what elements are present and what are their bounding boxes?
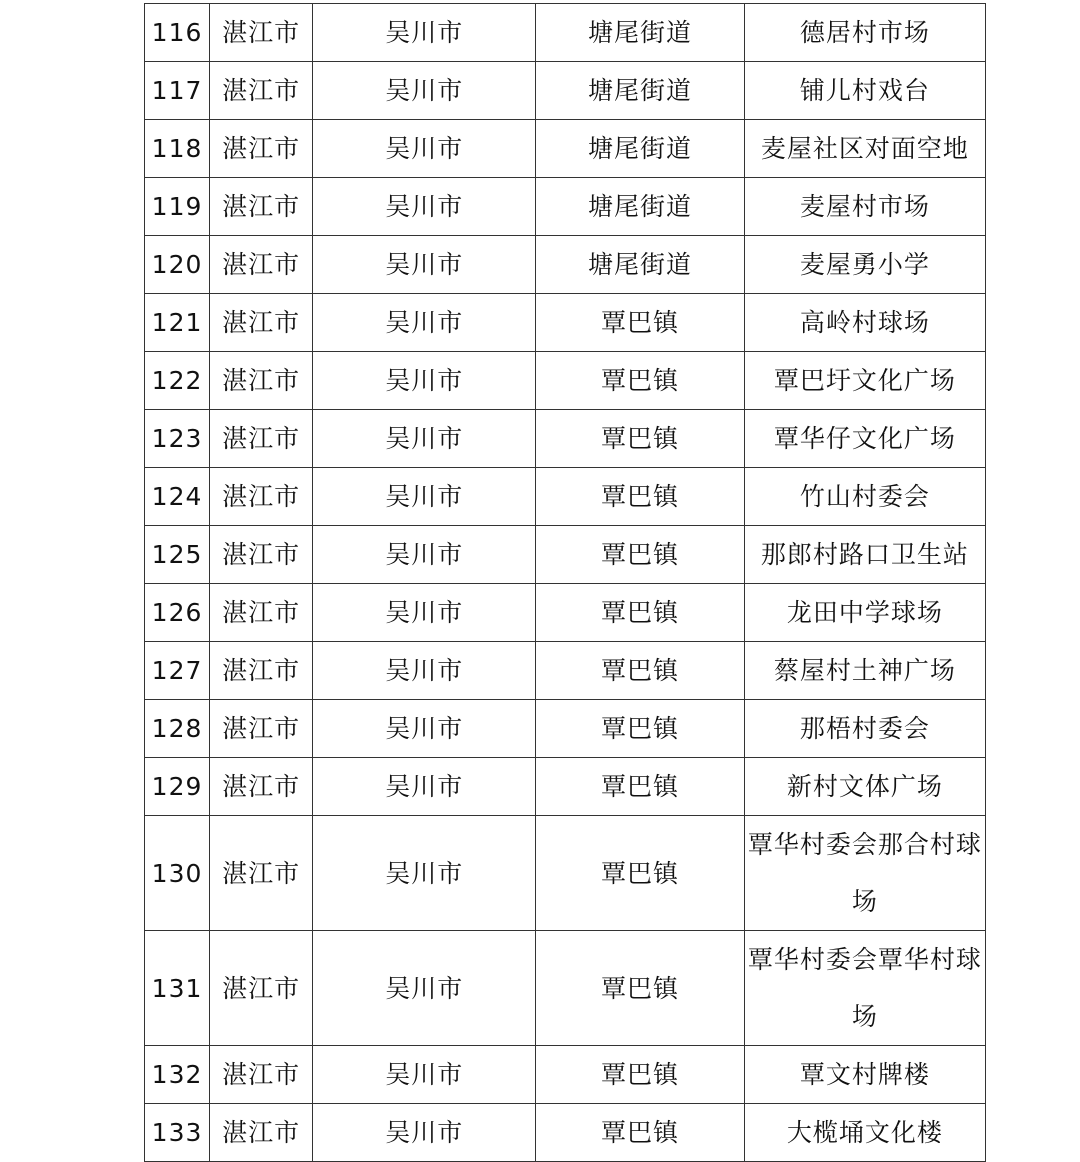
place-cell: 麦屋社区对面空地 xyxy=(744,120,985,178)
city-cell: 湛江市 xyxy=(210,1046,313,1104)
city-cell: 湛江市 xyxy=(210,931,313,1046)
place-cell: 铺儿村戏台 xyxy=(744,62,985,120)
place-cell: 蔡屋村土神广场 xyxy=(744,642,985,700)
table-row xyxy=(145,584,986,642)
town-cell: 覃巴镇 xyxy=(536,931,744,1046)
row-index-cell: 120 xyxy=(145,236,210,294)
place-cell: 竹山村委会 xyxy=(744,468,985,526)
town-cell: 塘尾街道 xyxy=(536,120,744,178)
city-cell: 湛江市 xyxy=(210,178,313,236)
table-row xyxy=(145,1046,986,1104)
city-cell: 湛江市 xyxy=(210,758,313,816)
place-cell: 覃华村委会那合村球场 xyxy=(744,816,985,931)
place-cell: 龙田中学球场 xyxy=(744,584,985,642)
row-index-cell: 116 xyxy=(145,4,210,62)
table-row xyxy=(145,816,986,931)
county-cell: 吴川市 xyxy=(313,1046,536,1104)
town-cell: 覃巴镇 xyxy=(536,816,744,931)
county-cell: 吴川市 xyxy=(313,62,536,120)
row-index-cell: 125 xyxy=(145,526,210,584)
town-cell: 覃巴镇 xyxy=(536,352,744,410)
city-cell: 湛江市 xyxy=(210,236,313,294)
place-cell: 那梧村委会 xyxy=(744,700,985,758)
town-cell: 覃巴镇 xyxy=(536,526,744,584)
row-index-cell: 124 xyxy=(145,468,210,526)
county-cell: 吴川市 xyxy=(313,931,536,1046)
row-index-cell: 131 xyxy=(145,931,210,1046)
table-row xyxy=(145,410,986,468)
place-cell: 麦屋村市场 xyxy=(744,178,985,236)
table-row xyxy=(145,62,986,120)
town-cell: 覃巴镇 xyxy=(536,1046,744,1104)
place-cell: 覃华村委会覃华村球场 xyxy=(744,931,985,1046)
county-cell: 吴川市 xyxy=(313,526,536,584)
table-row xyxy=(145,120,986,178)
city-cell: 湛江市 xyxy=(210,700,313,758)
county-cell: 吴川市 xyxy=(313,758,536,816)
row-index-cell: 133 xyxy=(145,1104,210,1162)
county-cell: 吴川市 xyxy=(313,410,536,468)
city-cell: 湛江市 xyxy=(210,410,313,468)
table-body xyxy=(145,4,986,1162)
city-cell: 湛江市 xyxy=(210,584,313,642)
row-index-cell: 118 xyxy=(145,120,210,178)
city-cell: 湛江市 xyxy=(210,816,313,931)
row-index-cell: 128 xyxy=(145,700,210,758)
place-cell: 大榄埇文化楼 xyxy=(744,1104,985,1162)
city-cell: 湛江市 xyxy=(210,294,313,352)
county-cell: 吴川市 xyxy=(313,468,536,526)
place-cell: 覃巴圩文化广场 xyxy=(744,352,985,410)
table-row xyxy=(145,178,986,236)
table-row xyxy=(145,931,986,1046)
city-cell: 湛江市 xyxy=(210,642,313,700)
county-cell: 吴川市 xyxy=(313,4,536,62)
county-cell: 吴川市 xyxy=(313,1104,536,1162)
row-index-cell: 117 xyxy=(145,62,210,120)
county-cell: 吴川市 xyxy=(313,352,536,410)
row-index-cell: 123 xyxy=(145,410,210,468)
table-row xyxy=(145,526,986,584)
table-row xyxy=(145,236,986,294)
place-cell: 新村文体广场 xyxy=(744,758,985,816)
city-cell: 湛江市 xyxy=(210,62,313,120)
place-cell: 麦屋勇小学 xyxy=(744,236,985,294)
town-cell: 覃巴镇 xyxy=(536,584,744,642)
table-row xyxy=(145,352,986,410)
town-cell: 塘尾街道 xyxy=(536,4,744,62)
town-cell: 塘尾街道 xyxy=(536,178,744,236)
county-cell: 吴川市 xyxy=(313,236,536,294)
county-cell: 吴川市 xyxy=(313,642,536,700)
table-row xyxy=(145,468,986,526)
row-index-cell: 132 xyxy=(145,1046,210,1104)
table-row xyxy=(145,4,986,62)
table-row xyxy=(145,642,986,700)
city-cell: 湛江市 xyxy=(210,1104,313,1162)
row-index-cell: 126 xyxy=(145,584,210,642)
row-index-cell: 130 xyxy=(145,816,210,931)
town-cell: 覃巴镇 xyxy=(536,758,744,816)
county-cell: 吴川市 xyxy=(313,584,536,642)
county-cell: 吴川市 xyxy=(313,294,536,352)
table-row xyxy=(145,1104,986,1162)
town-cell: 覃巴镇 xyxy=(536,1104,744,1162)
county-cell: 吴川市 xyxy=(313,816,536,931)
town-cell: 覃巴镇 xyxy=(536,468,744,526)
town-cell: 塘尾街道 xyxy=(536,62,744,120)
town-cell: 覃巴镇 xyxy=(536,294,744,352)
county-cell: 吴川市 xyxy=(313,120,536,178)
table-row xyxy=(145,294,986,352)
city-cell: 湛江市 xyxy=(210,526,313,584)
place-cell: 德居村市场 xyxy=(744,4,985,62)
row-index-cell: 122 xyxy=(145,352,210,410)
place-cell: 覃文村牌楼 xyxy=(744,1046,985,1104)
table-row xyxy=(145,700,986,758)
row-index-cell: 129 xyxy=(145,758,210,816)
town-cell: 覃巴镇 xyxy=(536,700,744,758)
row-index-cell: 121 xyxy=(145,294,210,352)
place-cell: 覃华仔文化广场 xyxy=(744,410,985,468)
county-cell: 吴川市 xyxy=(313,700,536,758)
place-cell: 高岭村球场 xyxy=(744,294,985,352)
city-cell: 湛江市 xyxy=(210,4,313,62)
location-table xyxy=(144,3,986,1162)
county-cell: 吴川市 xyxy=(313,178,536,236)
table-row xyxy=(145,758,986,816)
place-cell: 那郎村路口卫生站 xyxy=(744,526,985,584)
city-cell: 湛江市 xyxy=(210,352,313,410)
city-cell: 湛江市 xyxy=(210,468,313,526)
town-cell: 覃巴镇 xyxy=(536,410,744,468)
town-cell: 塘尾街道 xyxy=(536,236,744,294)
city-cell: 湛江市 xyxy=(210,120,313,178)
row-index-cell: 119 xyxy=(145,178,210,236)
town-cell: 覃巴镇 xyxy=(536,642,744,700)
row-index-cell: 127 xyxy=(145,642,210,700)
